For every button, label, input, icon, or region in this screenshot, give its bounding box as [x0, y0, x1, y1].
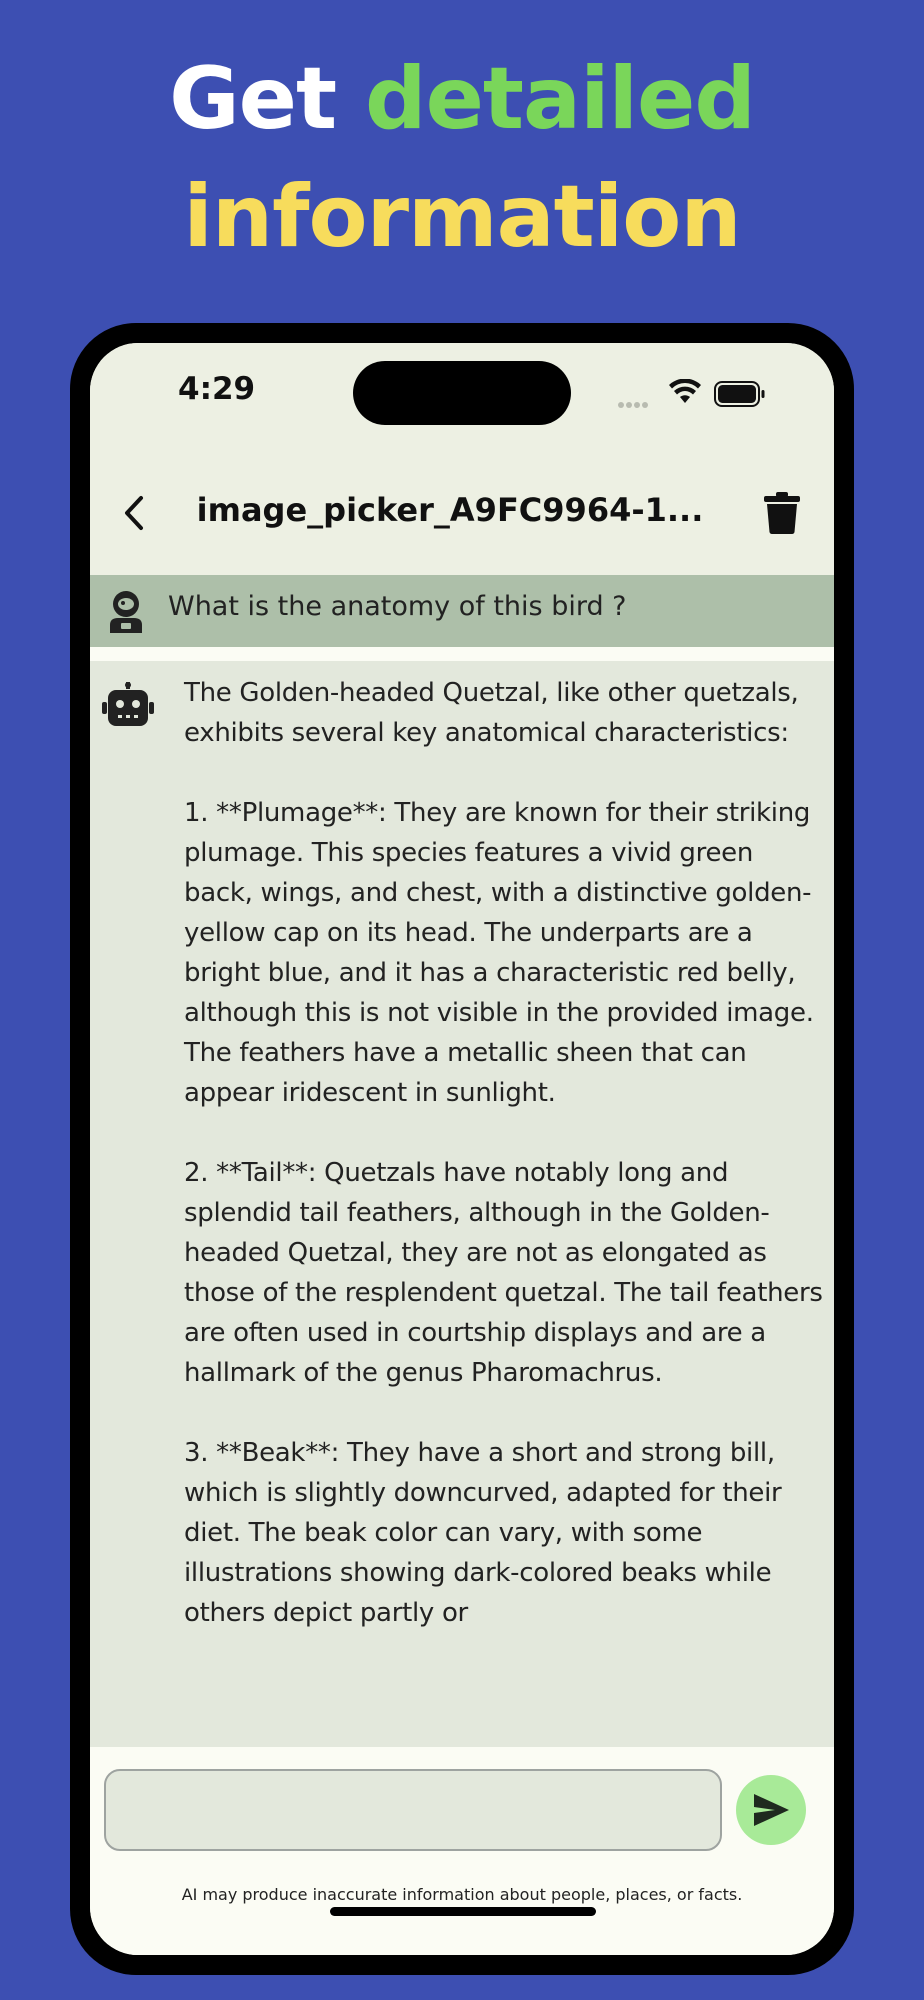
dynamic-island: [353, 361, 571, 425]
app-header: [90, 453, 834, 575]
back-button[interactable]: [108, 483, 160, 543]
ai-disclaimer: AI may produce inaccurate information about people, places, or facts.: [181, 1885, 743, 1904]
signal-dots-icon: [618, 393, 658, 399]
message-input[interactable]: [104, 1769, 722, 1851]
headline-word-get: Get: [169, 49, 337, 149]
battery-icon: [714, 381, 766, 407]
composer: [90, 1747, 834, 1955]
send-icon: [751, 1792, 791, 1828]
chevron-left-icon: [122, 495, 146, 531]
trash-icon: [763, 491, 801, 535]
send-button[interactable]: [736, 1775, 806, 1845]
phone-frame: [70, 323, 854, 1975]
user-message-text: What is the anatomy of this bird ?: [168, 591, 627, 622]
headline-word-detailed: detailed: [365, 49, 755, 149]
ai-response-text: The Golden-headed Quetzal, like other quetzals, exhibits several key anatomical characteristics: 1. **Plumage**: They are known for their striking plumage. This species features a vivid green back, wings, and chest, with a distinctive golden-yellow cap on its head. The underparts are a bright blue, and it has a characteristic red belly, although this is not visible in the provided image. The feathers have a metallic sheen that can appear iridescent in sunlight. 2. **Tail**: Quetzals have notably long and splendid tail feathers, although in the Golden-headed Quetzal, they are not as elongated as those of the resplendent quetzal. The tail feathers are often used in courtship displays and are a hallmark of the genus Pharomachrus. 3. **Beak**: They have a short and strong bill, which is slightly downcurved, adapted for their diet. The beak color can vary, with some illustrations showing dark-colored beaks while others depict partly or: [184, 678, 823, 1628]
wifi-icon: [668, 379, 702, 405]
phone-screen: [90, 343, 834, 1955]
robot-avatar-icon: [102, 682, 154, 728]
message-divider: [90, 647, 834, 661]
user-message: [90, 575, 834, 647]
promo-headline: [0, 40, 924, 276]
bot-avatar: [100, 677, 156, 733]
delete-button[interactable]: [756, 483, 808, 543]
headline-line-2: information: [183, 167, 741, 267]
home-indicator[interactable]: [330, 1907, 596, 1916]
headline-line-1: [0, 40, 924, 158]
page-title: image_picker_A9FC9964-1...: [196, 491, 704, 529]
astronaut-avatar-icon: [106, 589, 146, 633]
status-time: 4:29: [178, 371, 256, 407]
user-avatar: [100, 585, 152, 637]
status-bar: [90, 343, 834, 453]
ai-message: [90, 661, 834, 1747]
